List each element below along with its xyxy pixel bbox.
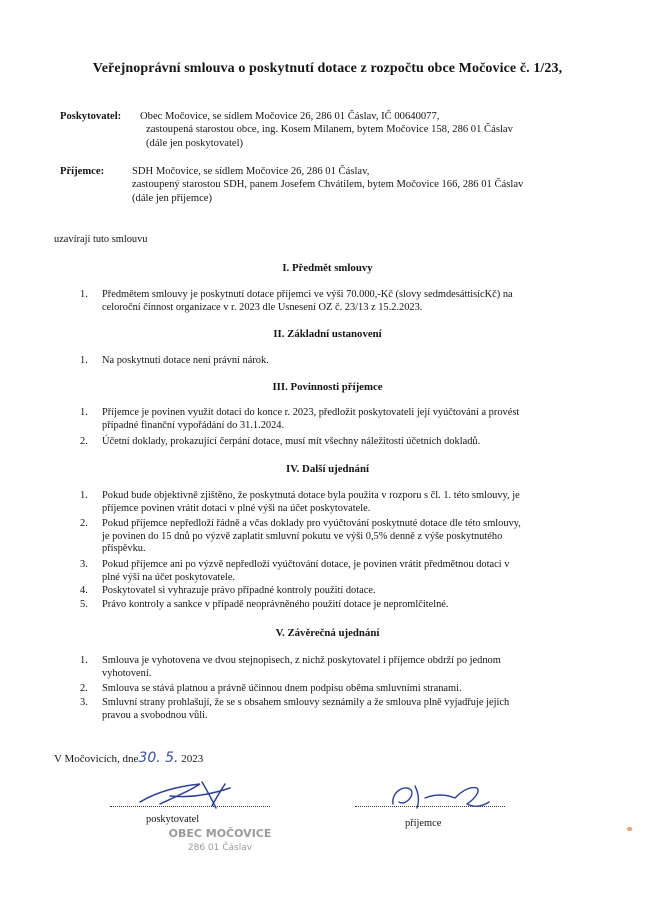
list-item: 1. Na poskytnutí dotace není právní nárok. — [80, 355, 269, 366]
recipient-block — [60, 165, 630, 207]
list-item: 2. Účetní doklady, prokazující čerpání dotace, musí mít všechny náležitosti účetních dokladů. — [80, 436, 481, 447]
recipient-role-label: Příjemce: — [60, 166, 105, 177]
stamp-line: 286 01 Čáslav — [187, 843, 253, 853]
list-item: 4. Poskytovatel si vyhrazuje právo případné kontroly použití dotace. — [80, 585, 376, 596]
date-prefix: V Močovicích, dne — [54, 753, 139, 765]
provider-line: Obec Močovice, se sídlem Močovice 26, 286 01 Čáslav, IČ 00640077, — [140, 111, 440, 122]
provider-signature-label: poskytovatel — [146, 814, 200, 825]
recipient-signature-label: příjemce — [405, 818, 442, 829]
list-item: 1. Pokud bude objektivně zjištěno, že poskytnutá dotace byla použita v rozporu s čl. 1. této smlouvy, je příjemce povinen vrátit dotaci v plné výši na účet poskytovatele. — [80, 490, 520, 514]
section-heading: V. Závěrečná ujednání — [275, 627, 380, 639]
section-heading: III. Povinnosti příjemce — [272, 381, 383, 393]
list-item: 5. Právo kontroly a sankce v případě neoprávněného použití dotace je nepromlčitelné. — [80, 599, 449, 610]
date-year: 2023 — [178, 753, 204, 765]
provider-line: zastoupená starostou obce, ing. Kosem Milanem, bytem Močovice 158, 286 01 Čáslav — [146, 124, 513, 136]
date-line — [54, 750, 203, 766]
section-heading: I. Předmět smlouvy — [282, 262, 373, 274]
recipient-signature — [385, 778, 495, 818]
section-heading: II. Základní ustanovení — [273, 328, 382, 340]
recipient-line: zastoupený starostou SDH, panem Josefem Chvátilem, bytem Močovice 166, 286 01 Čáslav — [132, 179, 524, 191]
list-item: 1. Smlouva je vyhotovena ve dvou stejnopisech, z nichž poskytovatel i příjemce obdrží po jednom vyhotovení. — [80, 655, 501, 679]
document-title: Veřejnoprávní smlouva o poskytnutí dotace z rozpočtu obce Močovice č. 1/23, — [92, 61, 563, 76]
list-item: 1. Příjemce je povinen využít dotaci do konce r. 2023, předložit poskytovateli její vyúčtování a provést případné finanční vypořádání do 31.1.2024. — [80, 407, 520, 431]
intro-text: uzavírají tuto smlouvu — [54, 234, 148, 245]
provider-role-label: Poskytovatel: — [60, 111, 122, 122]
scan-mark — [627, 827, 632, 831]
list-item: 2. Smlouva se stává platnou a právně účinnou dnem podpisu oběma smluvními stranami. — [80, 683, 462, 694]
recipient-line: (dále jen příjemce) — [132, 192, 212, 204]
list-item: 2. Pokud příjemce nepředloží řádně a včas doklady pro vyúčtování poskytnuté dotace dle této smlouvy, je povinen do 15 dnů po výzvě zaplatit smluvní pokutu ve výši 0,5% denně z výše poskytnutého příspěvku. — [80, 518, 521, 555]
recipient-line: SDH Močovice, se sídlem Močovice 26, 286 01 Čáslav, — [132, 166, 370, 177]
list-item: 1. Předmětem smlouvy je poskytnutí dotace příjemci ve výši 70.000,-Kč (slovy sedmdesáttisícKč) na celoroční činnost organizace v r. 2023 dle Usnesení OZ č. 23/13 z 15.2.2023. — [80, 289, 513, 313]
section-heading: IV. Další ujednání — [286, 463, 369, 475]
official-stamp — [160, 826, 280, 856]
list-item: 3. Pokud příjemce ani po výzvě nepředloží vyúčtování dotace, je povinen vrátit předmětnou dotaci v plné výši na účet poskytovatele. — [80, 559, 510, 583]
provider-line: (dále jen poskytovatel) — [146, 137, 244, 149]
stamp-line: OBEC MOČOVICE — [168, 827, 272, 840]
list-item: 3. Smluvní strany prohlašují, že se s obsahem smlouvy seznámily a že smlouva plně vyjadřuje jejich pravou a svobodnou vůli. — [80, 697, 510, 721]
provider-block — [60, 110, 620, 152]
handwritten-date: 30. 5. — [138, 750, 179, 766]
